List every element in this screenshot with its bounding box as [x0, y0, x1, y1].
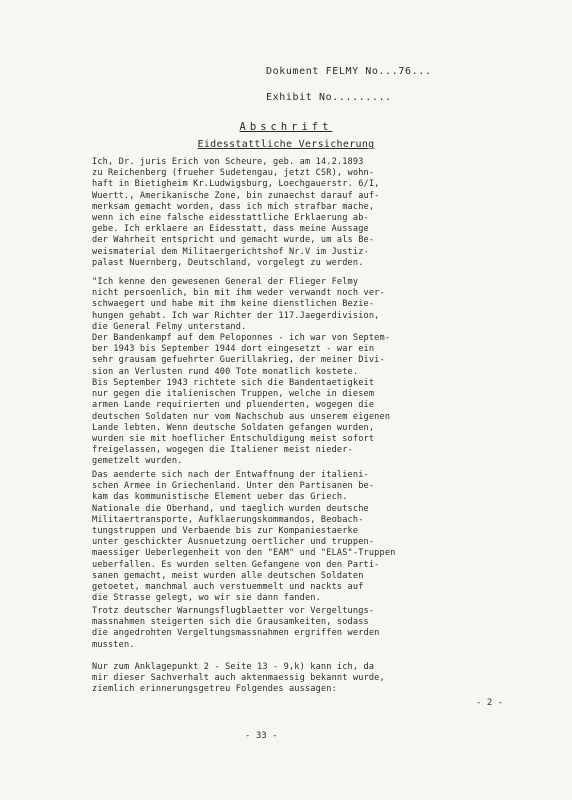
paragraph-2: "Ich kenne den gewesenen General der Flieger Felmy nicht persoenlich, bin mit ihm weder verwandt noch ver- schwaegert und habe mit ihm keine dienstlichen Bezie- hungen gehabt. Ich war Richter der 117.Jaegerdivision, die General Felmy unterstand.	[92, 277, 385, 332]
document-subtitle: Eidesstattliche Versicherung	[197, 139, 375, 150]
exhibit-number: Exhibit No.........	[266, 92, 392, 103]
paragraph-4: Bis September 1943 richtete sich die Bandentaetigkeit nur gegen die italienischen Truppen, welche in diesem armen Lande requirierten und pluenderten, wogegen die deutschen Soldaten nur vom Nachschub aus unserem eigenen Lande lebten. Wenn deutsche Soldaten gefangen wurden, wurden sie mit hoeflicher Entschuldigung meist sofort freigelassen, wogegen die Italiener meist nieder- gemetzelt wurden.	[92, 378, 391, 467]
page-number: - 33 -	[245, 731, 278, 741]
paragraph-7: Nur zum Anklagepunkt 2 - Seite 13 - 9,k) kann ich, da mir dieser Sachverhalt auch aktenmaessig bekannt wurde, ziemlich erinnerungsgetreu Folgendes aussagen:	[92, 662, 385, 695]
paragraph-3: Der Bandenkampf auf dem Peloponnes - ich war von Septem- ber 1943 bis September 1944 dort eingesetzt - war ein sehr grausam gefuehrter Guerillakrieg, der meiner Divi- sion an Verlusten rund 400 Tote monatlich kostete.	[92, 333, 391, 377]
next-page-marker: - 2 -	[476, 698, 504, 708]
paragraph-1: Ich, Dr. juris Erich von Scheure, geb. am 14.2.1893 zu Reichenberg (frueher Sudetengau, jetzt CSR), wohn- haft in Bietigheim Kr.Ludwigsburg, Loechgauerstr. 6/I, Wuertt., Amerikanische Zone, bin zunaechst darauf auf- merksam gemacht worden, dass ich mich strafbar mache, wenn ich eine falsche eidesstattliche Erklaerung ab- gebe. Ich erklaere an Eidesstatt, dass meine Aussage der Wahrheit entspricht und gemacht wurde, um als Be- weismaterial dem Militaergerichtshof Nr.V im Justiz- palast Nuernberg, Deutschland, vorgelegt zu werden.	[92, 157, 380, 268]
paragraph-5: Das aenderte sich nach der Entwaffnung der italieni- schen Armee in Griechenland. Unter den Partisanen be- kam das kommunistische Element ueber das Griech. Nationale die Oberhand, und taeglich wurden deutsche Militaertransporte, Aufklaerungskommandos, Beobach- tungstruppen und Verbaende bis zur Kompaniestaerke unter geschickter Ausnuetzung oertlicher und truppen- maessiger Ueberlegenheit von den "EAM" und "ELAS"-Truppen ueberfallen. Es wurden selten Gefangene von den Parti- sanen gemacht, meist wurden alle deutschen Soldaten getoetet, manchmal auch verstuemmelt und nackts auf die Strasse gelegt, wo wir sie dann fanden.	[92, 470, 396, 604]
document-number: Dokument FELMY No...76...	[266, 66, 432, 77]
paragraph-6: Trotz deutscher Warnungsflugblaetter vor Vergeltungs- massnahmen steigerten sich die Grausamkeiten, sodass die angedrohten Vergeltungsmassnahmen ergriffen werden mussten.	[92, 606, 380, 650]
document-title: Abschrift	[239, 121, 333, 133]
